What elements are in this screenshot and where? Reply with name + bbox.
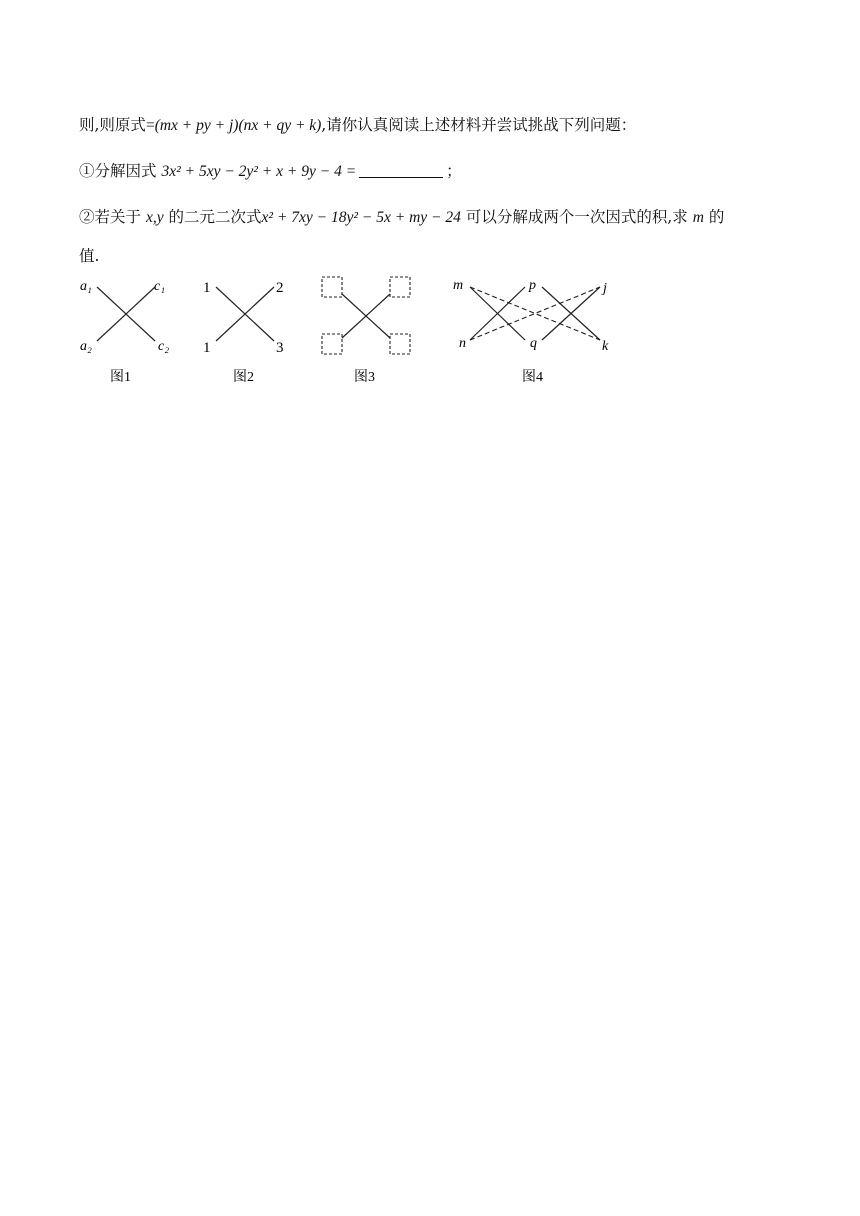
- fig2-label-bl: 1: [203, 340, 211, 356]
- q2-vars: x,y: [145, 209, 164, 226]
- fig1-label-br: c₂: [158, 339, 170, 354]
- line1-prefix: 则,则原式: [79, 116, 146, 134]
- figure-2: [203, 280, 284, 385]
- fig2-label-tr: 2: [276, 280, 284, 296]
- figure-3: [322, 277, 410, 385]
- fig4-label-q: q: [530, 336, 537, 351]
- fig2-label-tl: 1: [203, 280, 211, 296]
- fig1-label-tr: c₁: [154, 279, 166, 294]
- fig2-label-br: 3: [276, 340, 284, 356]
- fig1-label-bl: a₂: [80, 339, 92, 354]
- q1-expression: 3x² + 5xy − 2y² + x + 9y − 4 =: [161, 163, 357, 180]
- fig4-label-j: j: [603, 281, 607, 296]
- fig4-label-p: p: [529, 278, 536, 293]
- line1-suffix: ,请你认真阅读上述材料并尝试挑战下列问题：: [321, 116, 637, 134]
- question-2-continued: [79, 245, 800, 267]
- fig4-label-m: m: [453, 278, 464, 293]
- fig3-box-br: [390, 334, 410, 354]
- answer-blank[interactable]: [359, 163, 443, 178]
- q2-mid: 的二元二次式: [168, 208, 262, 226]
- q2-suffix: 可以分解成两个一次因式的积,求: [465, 208, 688, 226]
- q2-expression: x² + 7xy − 18y² − 5x + my − 24: [261, 209, 461, 226]
- fig4-caption: 图4: [522, 370, 543, 385]
- q2-prefix: ②若关于: [79, 208, 142, 226]
- line1-expression: (mx + py + j)(nx + qy + k): [154, 117, 322, 134]
- fig4-label-k: k: [602, 339, 609, 354]
- figure-4: [453, 278, 609, 385]
- cross-multiplication-figures: [70, 272, 630, 392]
- question-1: [79, 160, 800, 183]
- q1-suffix: ；: [446, 162, 462, 180]
- fig4-label-n: n: [459, 336, 466, 351]
- q2-end: 的: [708, 208, 725, 226]
- fig1-caption: 图1: [110, 370, 131, 385]
- text-line-1: 则,则原式=(mx + py + j)(nx + qy + k),请你认真阅读上述材料并尝试挑战下列问题：: [79, 116, 637, 134]
- fig3-box-bl: [322, 334, 342, 354]
- q2-var-m: m: [692, 209, 704, 226]
- q1-prefix: ①分解因式: [79, 162, 157, 180]
- question-2: [79, 206, 800, 229]
- fig2-caption: 图2: [233, 370, 254, 385]
- q2-continue: 值.: [79, 247, 100, 265]
- fig1-label-tl: a₁: [80, 279, 92, 294]
- fig3-caption: 图3: [354, 370, 375, 385]
- fig3-box-tr: [390, 277, 410, 297]
- fig3-box-tl: [322, 277, 342, 297]
- fig4-dashed-m-k: [470, 287, 600, 340]
- figure-1: [80, 279, 169, 385]
- fig4-dashed-n-j: [470, 287, 600, 340]
